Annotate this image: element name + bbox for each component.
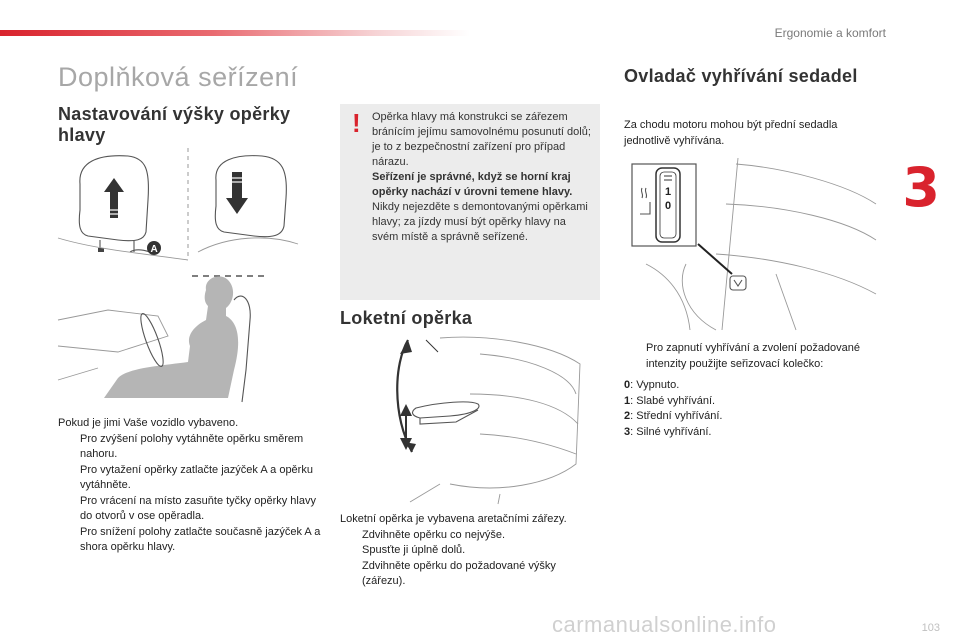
dial-label-0: 0 xyxy=(665,200,672,212)
watermark: carmanualsonline.info xyxy=(552,612,777,637)
seat-heating-heading: Ovladač vyhřívání sedadel xyxy=(624,66,858,86)
heating-level: 0: Vypnuto. xyxy=(624,379,680,391)
headrest-instructions xyxy=(58,416,323,556)
warning-paragraph-2: Seřízení je správné, když se horní kraj opěrky nachází v úrovni temene hlavy. xyxy=(372,171,573,198)
top-accent-bar xyxy=(0,30,470,36)
label-a: A xyxy=(150,244,158,255)
heating-levels xyxy=(624,378,884,440)
headrest-bullet: Pro vytažení opěrky zatlačte jazýček A a opěrku vytáhněte. xyxy=(80,463,313,491)
armrest-heading: Loketní opěrka xyxy=(340,308,473,328)
page-number: 103 xyxy=(921,622,940,634)
dial-label-1: 1 xyxy=(665,186,672,198)
headrest-intro: Pokud je jimi Vaše vozidlo vybaveno. xyxy=(58,417,239,429)
headrest-bullet: Pro vrácení na místo zasuňte tyčky opěrky hlavy do otvorů v ose opěradla. xyxy=(80,494,316,522)
armrest-illustration xyxy=(380,334,600,504)
headrest-illustration xyxy=(58,140,338,408)
headrest-bullet: Pro zvýšení polohy vytáhněte opěrku směrem nahoru. xyxy=(80,432,304,460)
headrest-bullet: Pro snížení polohy zatlačte současně jazýček A a shora opěrku hlavy. xyxy=(80,525,321,553)
seat-heating-illustration xyxy=(626,154,886,334)
section-label: Ergonomie a komfort xyxy=(774,26,886,40)
headrest-heading: Nastavování výšky opěrky hlavy xyxy=(58,104,291,145)
armrest-bullet: Zdvihněte opěrku co nejvýše. xyxy=(362,528,506,541)
page-title: Doplňková seřízení xyxy=(58,62,299,92)
warning-paragraph-3: Nikdy nejezděte s demontovanými opěrkami hlavy; za jízdy musí být opěrky hlavy na svém místě a správně seřízené. xyxy=(372,201,588,243)
warning-icon: ! xyxy=(352,108,361,138)
warning-paragraph-1: Opěrka hlavy má konstrukci se zářezem bránícím jejímu samovolnému posunutí dolů; je to z bezpečnostní zařízení pro případ nárazu. xyxy=(372,111,591,168)
seat-heating-intro: Za chodu motoru mohou být přední sedadla jednotlivě vyhřívána. xyxy=(624,119,838,147)
seat-heating-bullet: Pro zapnutí vyhřívání a zvolení požadované intenzity použijte seřizovací kolečko: xyxy=(646,342,861,370)
heating-level: 1: Slabé vyhřívání. xyxy=(624,394,716,407)
armrest-bullet: Zdvihněte opěrku do požadované výšky (zářezu). xyxy=(362,559,556,587)
chapter-number: 3 xyxy=(902,156,940,219)
heating-level: 3: Silné vyhřívání. xyxy=(624,425,712,438)
heating-level: 2: Střední vyhřívání. xyxy=(624,410,723,422)
armrest-bullet: Spusťte ji úplně dolů. xyxy=(362,544,466,556)
warning-text xyxy=(372,110,594,245)
armrest-instructions xyxy=(340,512,602,590)
seat-heating-instructions xyxy=(624,341,894,372)
armrest-intro: Loketní opěrka je vybavena aretačními zářezy. xyxy=(340,513,567,525)
